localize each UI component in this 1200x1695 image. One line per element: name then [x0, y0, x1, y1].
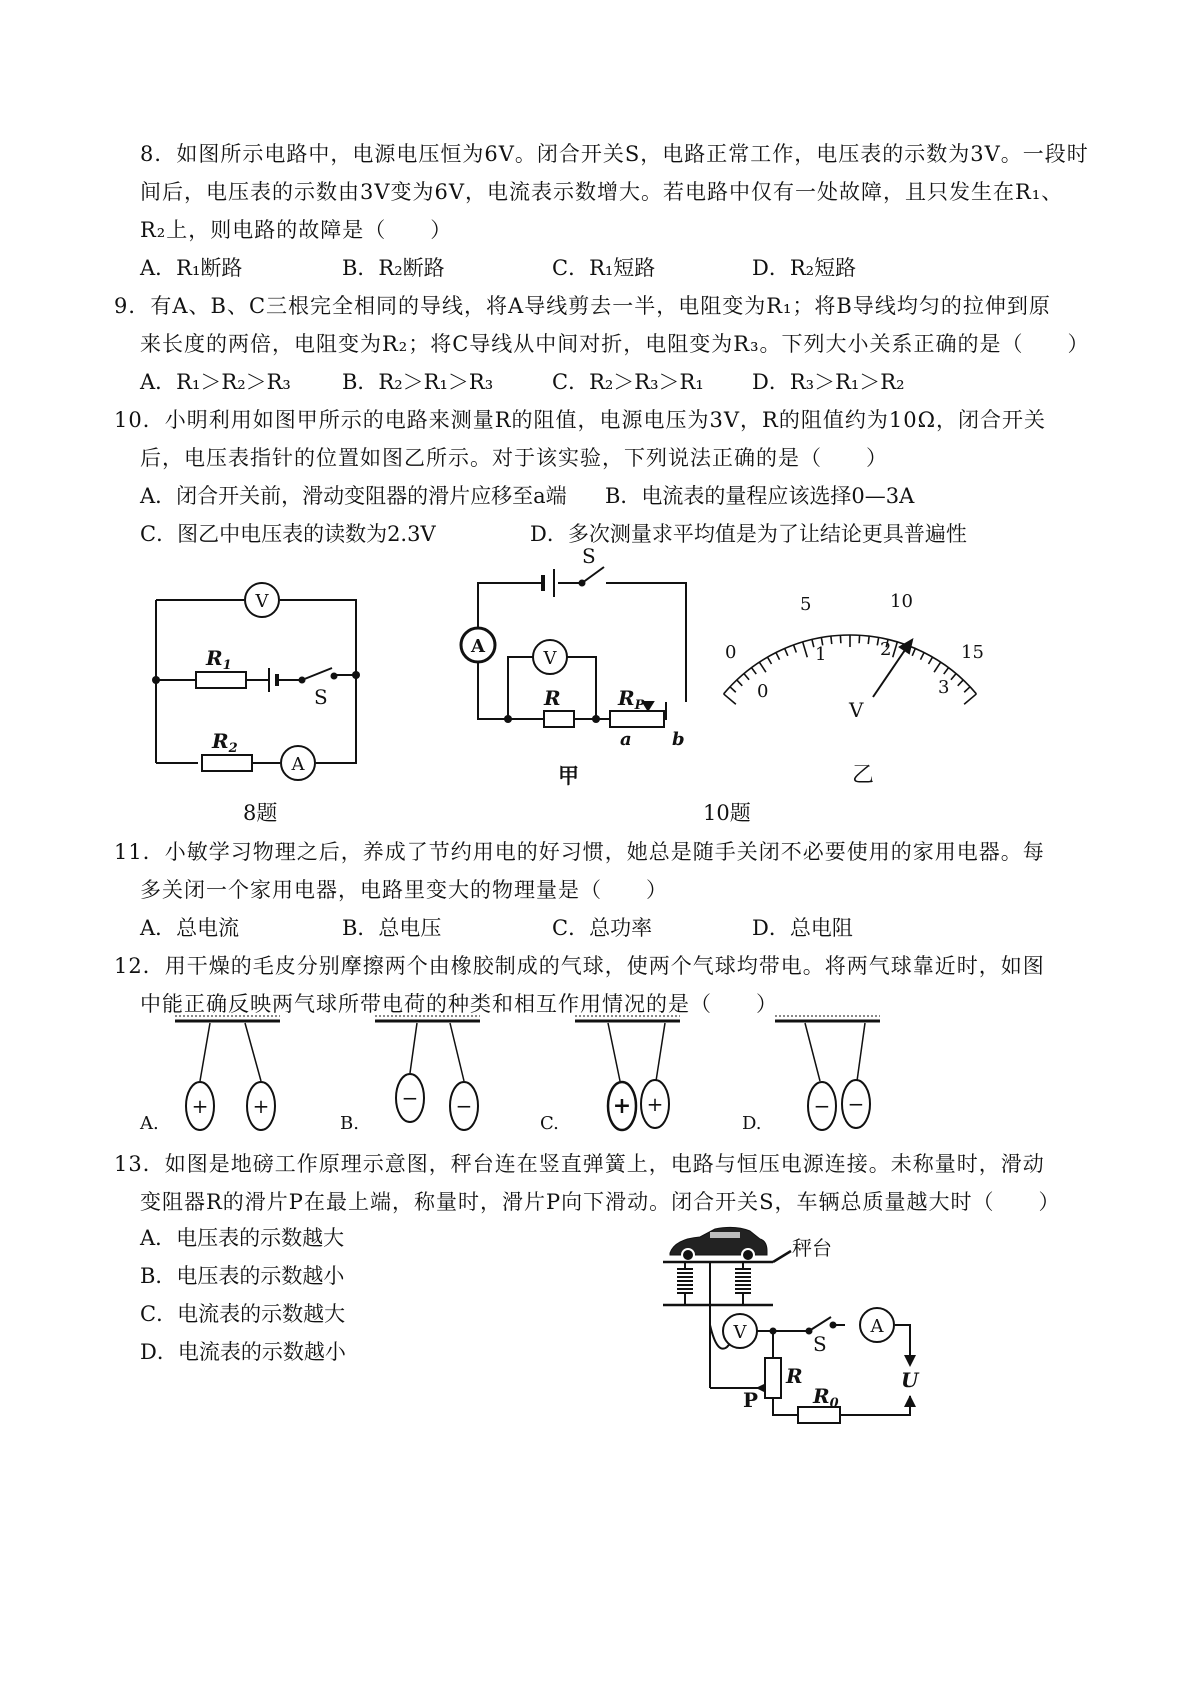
q13-option-b: B．电压表的示数越小	[140, 1264, 345, 1288]
q10-option-c: C．图乙中电压表的读数为2.3V	[140, 522, 436, 546]
figure-q10-circuit-jia	[458, 544, 698, 750]
balloon-option-c	[540, 1016, 680, 1134]
svg-text:A: A	[870, 1316, 884, 1337]
dial-tick	[737, 680, 742, 686]
figure-q10-jia-caption: 甲	[558, 763, 579, 788]
dial-tick	[929, 657, 933, 664]
junction-left	[504, 715, 512, 723]
q10-line1: 10．小明利用如图甲所示的电路来测量R的阻值，电源电压为3V，R的阻值约为10Ω，闭合开关	[114, 408, 1047, 432]
dial-tick	[951, 674, 956, 680]
q10-option-d: D．多次测量求平均值是为了让结论更具普遍性	[530, 522, 967, 546]
svg-text:D.: D.	[742, 1113, 762, 1134]
ammeter-icon	[461, 628, 495, 662]
dial-tick	[776, 653, 780, 660]
dial-tick	[964, 687, 970, 692]
dial-tick	[768, 657, 772, 664]
q13-option-d: D．电流表的示数越小	[140, 1340, 346, 1364]
q9-line2: 来长度的两倍，电阻变为R₂；将C导线从中间对折，电阻变为R₃。下列大小关系正确的是（ ）	[140, 332, 1090, 356]
voltmeter-icon	[723, 1314, 757, 1348]
ammeter-icon	[281, 746, 315, 780]
dial-tick	[964, 694, 976, 704]
dial-top-label-10: 10	[890, 591, 913, 612]
q11-option-a: A．总电流	[140, 916, 240, 940]
rheostat-rp	[610, 711, 664, 727]
svg-text:+: +	[612, 1093, 632, 1119]
r2-label: $R_2$	[212, 729, 238, 756]
junction-right	[352, 671, 360, 679]
dial-tick	[868, 636, 869, 644]
q11-option-c: C．总功率	[552, 916, 653, 940]
q9-option-c: C．R₂＞R₃＞R₁	[552, 370, 704, 394]
svg-text:A.: A.	[140, 1113, 159, 1134]
ammeter-icon	[860, 1308, 894, 1342]
dial-tick	[934, 662, 941, 672]
figure-q10-caption: 10题	[703, 801, 751, 825]
q8-line2: 间后，电压表的示数由3V变为6V，电流表示数增大。若电路中仅有一处故障，且只发生在R₁、	[140, 180, 1064, 204]
junction	[770, 1328, 777, 1335]
figure-q12-balloons	[130, 1015, 930, 1135]
dial-tick	[958, 680, 963, 686]
figure-q13-weighbridge	[655, 1225, 945, 1425]
q13-option-a: A．电压表的示数越大	[140, 1226, 345, 1250]
dial-tick	[944, 668, 949, 674]
switch-s-label: S	[314, 685, 328, 709]
voltmeter-icon	[533, 640, 567, 674]
svg-text:B.: B.	[340, 1113, 359, 1134]
balloon-option-b	[340, 1016, 480, 1134]
q10-option-b: B．电流表的量程应该选择0—3A	[605, 484, 915, 508]
dial-tick	[877, 638, 878, 646]
switch-s-label: S	[813, 1332, 827, 1356]
dial-bottom-label-1: 1	[815, 644, 827, 665]
terminal-arrow-top	[904, 1355, 916, 1367]
dial-top-label-5: 5	[800, 594, 812, 615]
q11-option-b: B．总电压	[342, 916, 442, 940]
svg-text:−: −	[401, 1086, 419, 1110]
dial-tick	[785, 648, 788, 655]
svg-text:−: −	[847, 1092, 865, 1116]
dial-tick	[803, 642, 808, 657]
svg-text:V: V	[255, 591, 269, 612]
spring-right	[735, 1263, 751, 1305]
junction-left	[152, 676, 160, 684]
resistor-r	[544, 711, 574, 727]
q8-line1: 8．如图所示电路中，电源电压恒为6V。闭合开关S，电路正常工作，电压表的示数为3V。一段时	[140, 142, 1089, 166]
q9-option-d: D．R₃＞R₁＞R₂	[752, 370, 905, 394]
figure-q10-voltmeter-dial	[715, 585, 985, 765]
rheostat-r	[765, 1358, 781, 1398]
q9-option-b: B．R₂＞R₁＞R₃	[342, 370, 494, 394]
svg-text:A: A	[471, 636, 485, 657]
q13-line1: 13．如图是地磅工作原理示意图，秤台连在竖直弹簧上，电路与恒压电源连接。未称量时，滑动	[114, 1152, 1045, 1176]
voltmeter-icon	[245, 583, 279, 617]
svg-text:−: −	[455, 1094, 473, 1118]
figure-q8-circuit	[150, 580, 370, 780]
q8-option-d: D．R₂短路	[752, 256, 857, 280]
rp-label: $R_P$	[618, 686, 645, 713]
dial-tick	[751, 668, 756, 674]
svg-text:+: +	[252, 1094, 270, 1118]
switch-icon	[300, 668, 337, 683]
p-label: P	[743, 1388, 759, 1412]
dial-tick	[759, 662, 766, 672]
resistor-r1	[196, 672, 246, 688]
u-label: U	[901, 1368, 919, 1392]
battery-icon	[269, 668, 277, 692]
r0-label: $R_0$	[813, 1384, 839, 1411]
svg-text:V: V	[733, 1322, 747, 1343]
dial-tick	[794, 645, 797, 653]
svg-text:+: +	[646, 1092, 664, 1116]
figure-q10-yi-caption: 乙	[852, 763, 875, 788]
dial-tick	[831, 636, 832, 644]
q12-line1: 12．用干燥的毛皮分别摩擦两个由橡胶制成的气球，使两个气球均带电。将两气球靠近时，如图	[114, 954, 1045, 978]
r-label: R	[544, 686, 561, 710]
svg-text:A: A	[291, 754, 305, 775]
q11-line2: 多关闭一个家用电器，电路里变大的物理量是（ ）	[140, 878, 668, 902]
junction-right	[592, 715, 600, 723]
slider-arrow	[643, 702, 653, 710]
q10-option-a: A．闭合开关前，滑动变阻器的滑片应移至a端	[140, 484, 567, 508]
dial-tick	[730, 687, 736, 692]
svg-text:−: −	[813, 1094, 831, 1118]
q13-line2: 变阻器R的滑片P在最上端，称量时，滑片P向下滑动。闭合开关S，车辆总质量越大时（ ）	[140, 1190, 1061, 1214]
car-icon	[670, 1227, 767, 1261]
svg-text:V: V	[543, 648, 557, 669]
q9-option-a: A．R₁＞R₂＞R₃	[140, 370, 291, 394]
q10-line2: 后，电压表指针的位置如图乙所示。对于该实验，下列说法正确的是（ ）	[140, 446, 888, 470]
dial-tick	[920, 653, 924, 660]
switch-icon	[580, 567, 605, 586]
dial-tick	[744, 674, 749, 680]
switch-s-label: S	[582, 544, 596, 568]
dial-tick	[812, 639, 814, 647]
platform-label: 秤台	[792, 1236, 832, 1260]
balloon-option-a	[139, 1016, 280, 1134]
r1-label: $R_1$	[206, 646, 232, 673]
q13-option-c: C．电流表的示数越大	[140, 1302, 346, 1326]
resistor-r2	[202, 755, 252, 771]
dial-bottom-label-3: 3	[938, 677, 950, 698]
dial-tick	[724, 694, 736, 704]
dial-bottom-label-2: 2	[880, 639, 892, 660]
battery-icon	[543, 569, 554, 597]
svg-text:+: +	[191, 1094, 209, 1118]
dial-tick	[893, 642, 898, 657]
balloon-option-d	[742, 1016, 880, 1134]
q8-option-b: B．R₂断路	[342, 256, 445, 280]
svg-text:C.: C.	[540, 1113, 559, 1134]
slider-p-arrow	[757, 1384, 765, 1392]
end-b-label: b	[672, 729, 685, 750]
dial-bottom-label-0: 0	[757, 681, 769, 702]
figure-q8-caption: 8题	[243, 801, 278, 825]
r-label: R	[786, 1364, 803, 1388]
dial-top-label-0: 0	[725, 642, 737, 663]
dial-pointer	[873, 640, 912, 697]
terminal-arrow-bottom	[904, 1395, 916, 1407]
spring-left	[677, 1263, 693, 1305]
dial-top-label-15: 15	[961, 642, 984, 663]
q11-option-d: D．总电阻	[752, 916, 853, 940]
q9-line1: 9．有A、B、C三根完全相同的导线，将A导线剪去一半，电阻变为R₁；将B导线均匀的拉伸到原	[114, 294, 1051, 318]
end-a-label: a	[620, 729, 632, 750]
dial-tick	[912, 648, 915, 655]
q12-line2: 中能正确反映两气球所带电荷的种类和相互作用情况的是（ ）	[140, 992, 778, 1016]
q8-option-a: A．R₁断路	[140, 256, 243, 280]
q8-line3: R₂上，则电路的故障是（ ）	[140, 218, 453, 242]
dial-v-label: V	[849, 698, 864, 722]
q11-line1: 11．小敏学习物理之后，养成了节约用电的好习惯，她总是随手关闭不必要使用的家用电器。每	[114, 840, 1045, 864]
q8-option-c: C．R₁短路	[552, 256, 656, 280]
